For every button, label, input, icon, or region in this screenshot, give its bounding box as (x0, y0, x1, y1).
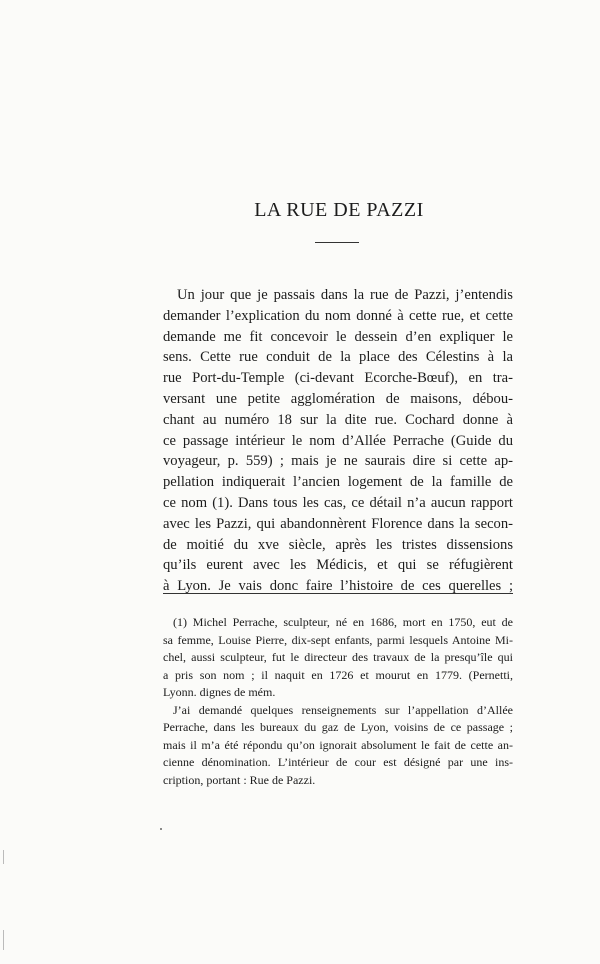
paper-speck (160, 828, 162, 830)
footnote-line: cription, portant : Rue de Pazzi. (163, 772, 316, 787)
body-paragraph (163, 285, 513, 597)
footnote-block (163, 614, 513, 789)
chapter-title: LA RUE DE PAZZI (254, 199, 424, 221)
footnote-separator (163, 593, 513, 594)
body-line: sens. Cette rue conduit de la place des Célestins à la (163, 349, 513, 366)
body-line: ce passage intérieur le nom d’Allée Perrache (Guide du (163, 432, 513, 449)
title-rule (315, 242, 359, 243)
footnote-line: mais il m’a été répondu qu’on ignorait absolument le fait de cette an- (163, 737, 513, 752)
body-line: chant au numéro 18 sur la dite rue. Cochard donne à (163, 411, 513, 428)
body-line: versant une petite agglomération de maisons, débou- (163, 390, 513, 407)
body-line: à Lyon. Je vais donc faire l’histoire de ces querelles ; (163, 578, 513, 595)
footnote-line: Lyonn. dignes de mém. (163, 685, 276, 699)
footnote-line: (1) Michel Perrache, sculpteur, né en 1686, mort en 1750, eut de (173, 615, 513, 629)
body-line: demande me fit concevoir le dessein d’en expliquer le (163, 328, 513, 345)
body-line: voyageur, p. 559) ; mais je ne saurais dire si cette ap- (163, 453, 513, 470)
body-line: Un jour que je passais dans la rue de Pazzi, j’entendis (177, 287, 513, 303)
footnote-line: a pris son nom ; il naquit en 1726 et mourut en 1779. (Pernetti, (163, 667, 513, 682)
body-line: pellation indiquerait l’ancien logement de la famille de (163, 474, 513, 491)
body-line: qu’ils eurent avec les Médicis, et qui se réfugièrent (163, 557, 513, 574)
footnote-line: sa femme, Louise Pierre, dix-sept enfants, parmi lesquels Antoine Mi- (163, 632, 513, 647)
footnote-line: J’ai demandé quelques renseignements sur l’appellation d’Allée (173, 702, 513, 717)
body-line: ce nom (1). Dans tous les cas, ce détail n’a aucun rapport (163, 494, 513, 511)
body-line: demander l’explication du nom donné à cette rue, et cette (163, 307, 513, 324)
footnote-line: cienne dénomination. L’intérieur de cour est désigné par une ins- (163, 755, 513, 769)
page-edge-mark (3, 930, 4, 950)
footnote-line: chel, aussi sculpteur, fut le directeur des travaux de la presqu’île qui (163, 650, 513, 664)
body-line: de moitié du xve siècle, après les tristes dissensions (163, 536, 513, 553)
body-line: avec les Pazzi, qui abandonnèrent Florence dans la secon- (163, 515, 513, 532)
body-line: rue Port-du-Temple (ci-devant Ecorche-Bœuf), en tra- (163, 370, 513, 387)
page-edge-mark (3, 850, 4, 864)
footnote-line: Perrache, dans les bureaux du gaz de Lyon, voisins de ce passage ; (163, 720, 513, 734)
